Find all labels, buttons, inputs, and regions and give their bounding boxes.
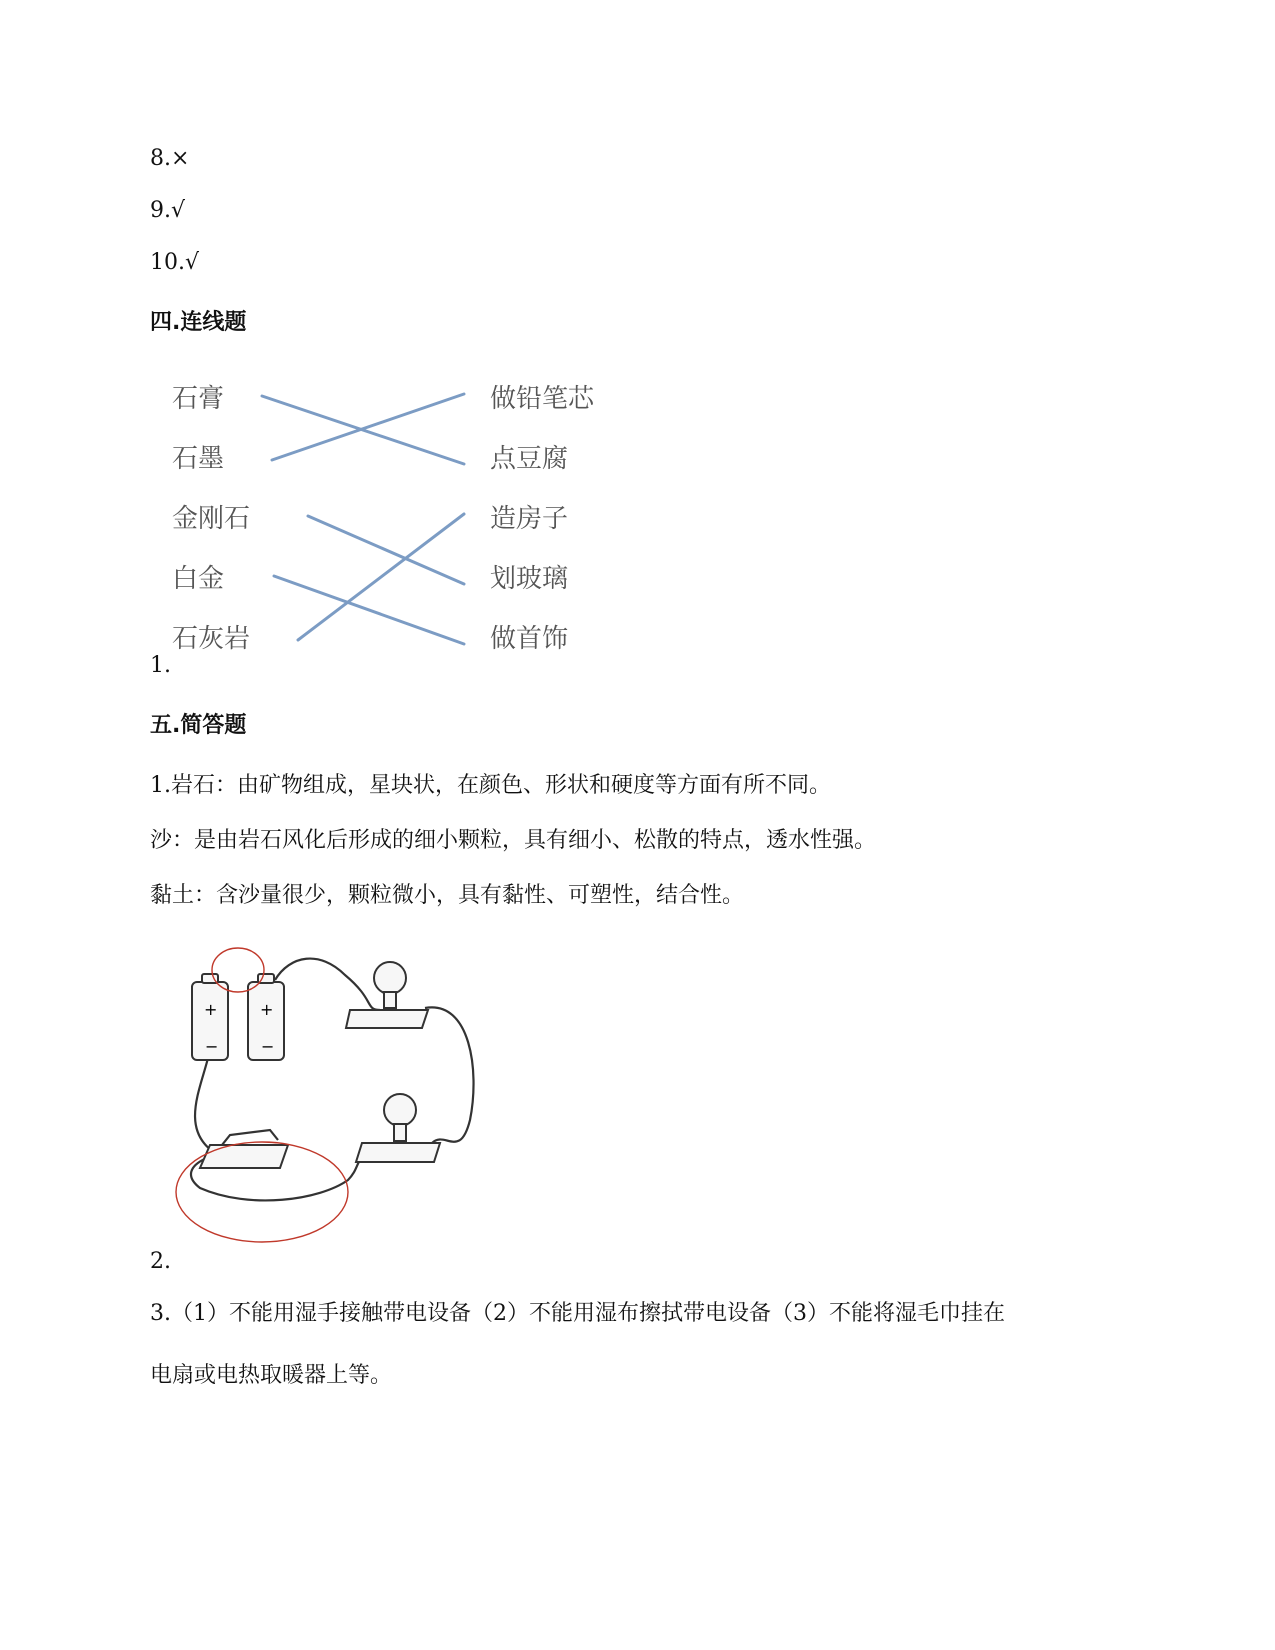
left-item: 石膏 [172,384,225,414]
answer-paragraph: 电扇或电热取暖器上等。 [150,1363,393,1388]
circuit-diagram [170,940,490,1250]
answer-number: 2. [150,1249,171,1274]
battery-positive-label: + [204,1000,218,1019]
wire [425,1007,474,1143]
section-heading-matching: 四.连线题 [150,310,247,335]
connection-lines [262,394,464,644]
answer-line: 10.√ [150,250,200,275]
answer-paragraph: 沙：是由岩石风化后形成的细小颗粒，具有细小、松散的特点，透水性强。 [150,828,877,853]
answer-paragraph: 3.（1）不能用湿手接触带电设备（2）不能用湿布擦拭带电设备（3）不能将湿毛巾挂在 [150,1301,1005,1326]
wire [195,1058,215,1153]
matching-diagram [150,370,630,670]
battery-positive-label: + [260,1000,274,1019]
right-item: 做首饰 [490,624,569,654]
connection-line [272,394,464,460]
switch [200,1130,288,1168]
left-column [172,384,250,654]
left-item: 石灰岩 [172,624,251,654]
wire [275,959,380,1010]
answer-paragraph: 黏土：含沙量很少，颗粒微小，具有黏性、可塑性，结合性。 [150,883,745,908]
connection-line [298,514,464,640]
answer-line: 8.× [150,146,190,171]
answer-number: 1. [150,653,171,678]
bulb [346,962,428,1028]
bulb [356,1094,440,1162]
left-item: 石墨 [172,444,225,474]
section-heading-short-answer: 五.简答题 [150,713,247,738]
right-item: 做铅笔芯 [490,384,595,414]
answer-line: 9.√ [150,198,186,223]
right-item: 造房子 [490,504,569,534]
left-item: 金刚石 [172,504,251,534]
left-item: 白金 [172,564,225,594]
right-item: 点豆腐 [490,444,569,474]
highlight-circle [212,948,264,992]
right-item: 划玻璃 [490,564,569,594]
answer-paragraph: 1.岩石：由矿物组成，星块状，在颜色、形状和硬度等方面有所不同。 [150,773,831,798]
battery-negative-label: − [261,1037,275,1056]
right-column [490,384,595,654]
battery-negative-label: − [205,1037,219,1056]
